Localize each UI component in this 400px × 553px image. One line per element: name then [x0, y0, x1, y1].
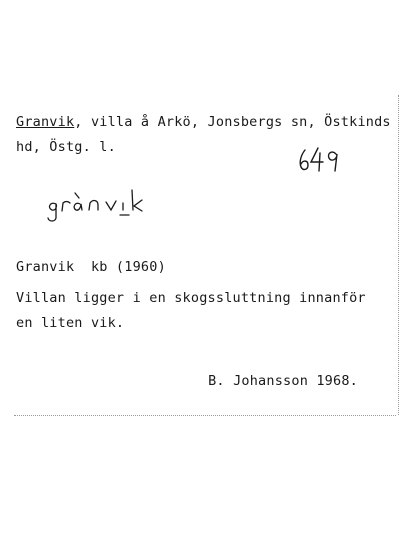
signature: B. Johansson 1968. — [208, 373, 358, 389]
place-heading-line — [16, 114, 391, 130]
description-line-2: en liten vik. — [16, 315, 125, 331]
parish-district-line: hd, Östg. l. — [16, 139, 116, 155]
handwritten-number — [296, 140, 346, 176]
handwritten-pronunciation — [44, 184, 154, 224]
card-right-edge — [397, 95, 399, 415]
headword: Granvik — [16, 114, 75, 130]
card-bottom-edge — [14, 414, 396, 416]
description-line-1: Villan ligger i en skogssluttning innanför — [16, 290, 366, 306]
heading-details: , villa å Arkö, Jonsbergs sn, Östkinds — [74, 114, 391, 130]
entry-line: Granvik kb (1960) — [16, 259, 166, 275]
